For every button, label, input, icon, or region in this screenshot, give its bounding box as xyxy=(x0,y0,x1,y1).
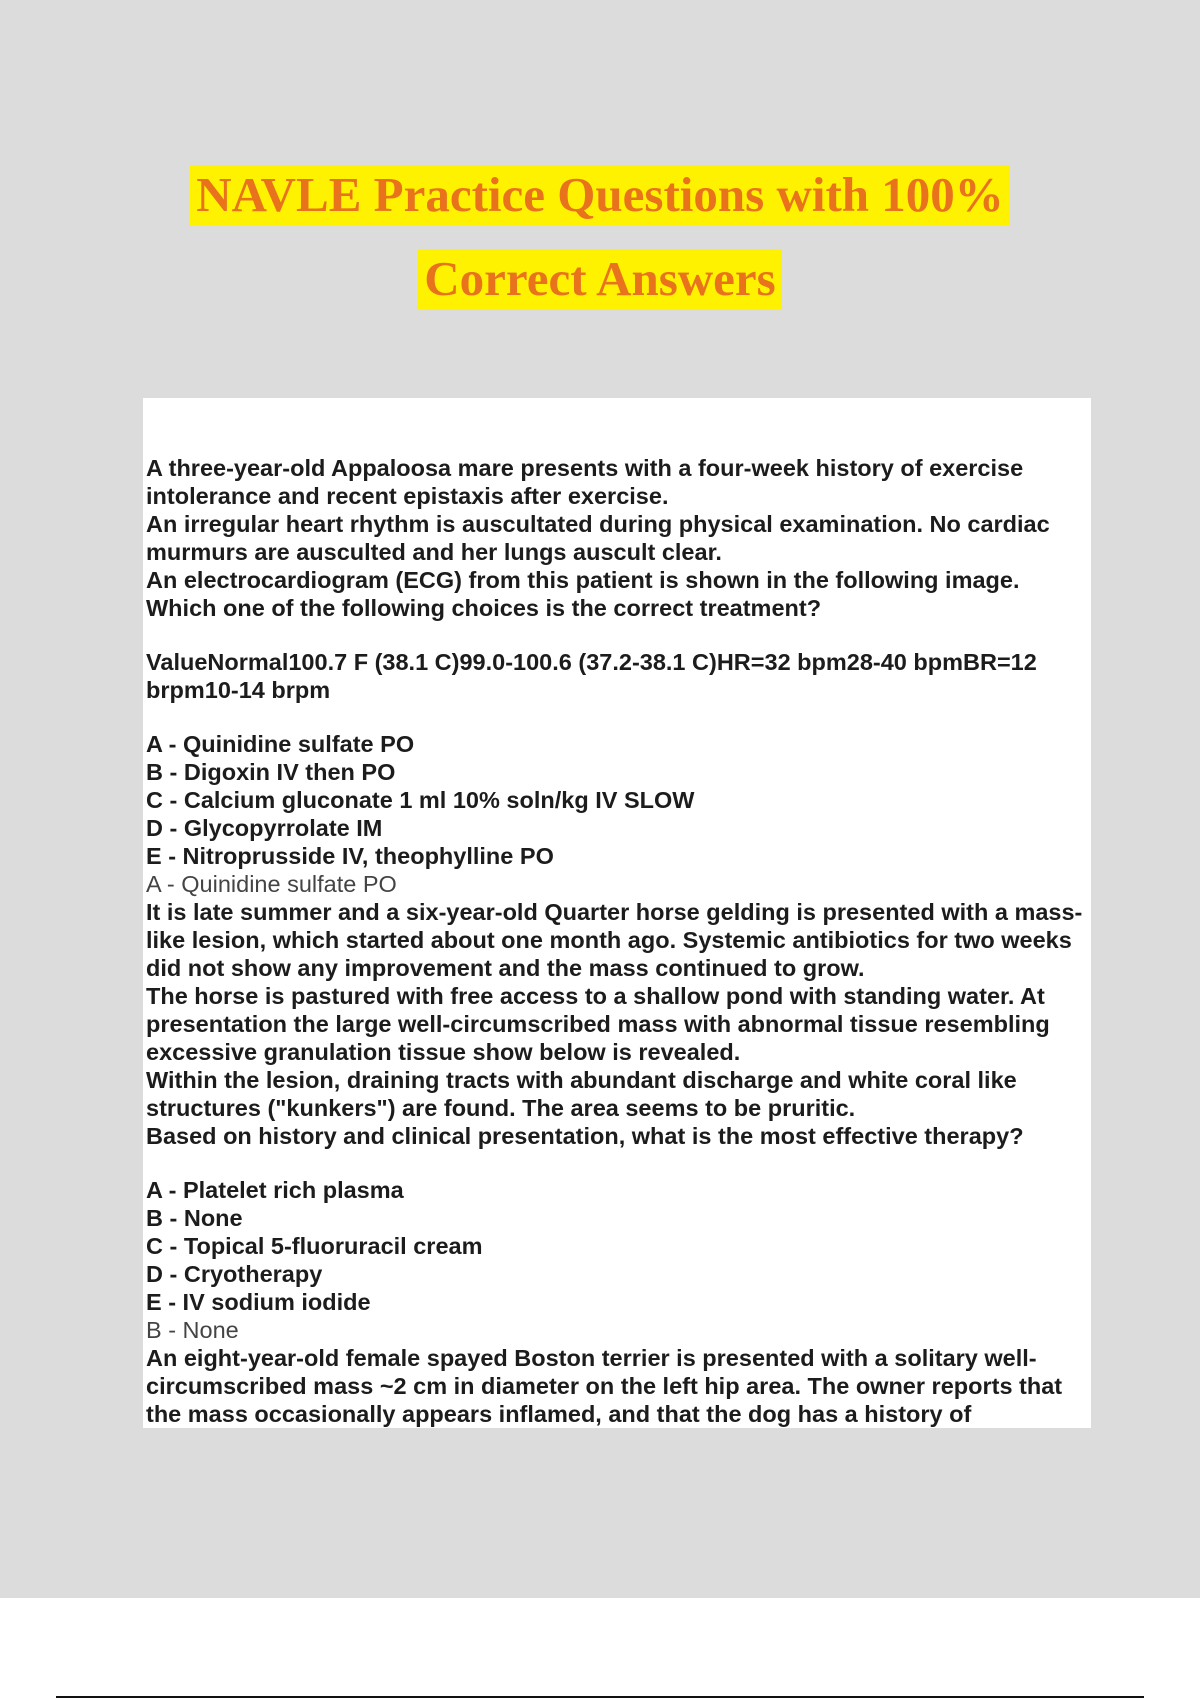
question-content-box xyxy=(143,398,1091,1428)
question-1-line: Which one of the following choices is the correct treatment? xyxy=(146,595,822,621)
question-2-option: D - Cryotherapy xyxy=(146,1261,323,1287)
question-1-option: B - Digoxin IV then PO xyxy=(146,759,396,785)
question-1-line: An irregular heart rhythm is auscultated during physical examination. No cardiac murmurs are ausculted and her lungs auscult clear. xyxy=(146,511,1050,565)
question-1-line: A three-year-old Appaloosa mare presents with a four-week history of exercise intolerance and recent epistaxis after exercise. xyxy=(146,455,1024,509)
question-1-option: C - Calcium gluconate 1 ml 10% soln/kg IV SLOW xyxy=(146,787,695,813)
footer-divider xyxy=(56,1696,1144,1698)
question-1-option: D - Glycopyrrolate IM xyxy=(146,815,383,841)
title-line-1: NAVLE Practice Questions with 100% xyxy=(0,166,1200,223)
question-2-line: It is late summer and a six-year-old Quarter horse gelding is presented with a mass-like lesion, which started about one month ago. Systemic antibiotics for two weeks did not show any improvement and the mass continued to grow. xyxy=(146,899,1083,981)
question-1-values: ValueNormal100.7 F (38.1 C)99.0-100.6 (37.2-38.1 C)HR=32 bpm28-40 bpmBR=12 brpm10-14 brpm xyxy=(146,649,1037,703)
question-2-line: Within the lesion, draining tracts with abundant discharge and white coral like structures ("kunkers") are found. The area seems to be pruritic. xyxy=(146,1067,1017,1121)
question-2-answer: B - None xyxy=(146,1317,239,1343)
question-1-line: An electrocardiogram (ECG) from this patient is shown in the following image. xyxy=(146,567,1020,593)
question-2-line: The horse is pastured with free access to a shallow pond with standing water. At presentation the large well-circumscribed mass with abnormal tissue resembling excessive granulation tissue show below is revealed. xyxy=(146,983,1050,1065)
question-3-line: An eight-year-old female spayed Boston terrier is presented with a solitary well-circumscribed mass ~2 cm in diameter on the left hip area. The owner reports that the mass occasionally appears inflamed, and that the dog has a history of xyxy=(146,1345,1063,1427)
question-2-line: Based on history and clinical presentation, what is the most effective therapy? xyxy=(146,1123,1024,1149)
title-line-2: Correct Answers xyxy=(0,250,1200,307)
question-1-option: A - Quinidine sulfate PO xyxy=(146,731,415,757)
question-text xyxy=(146,454,1086,1428)
question-2-option: B - None xyxy=(146,1205,243,1231)
question-2-option: C - Topical 5-fluoruracil cream xyxy=(146,1233,483,1259)
question-2-option: A - Platelet rich plasma xyxy=(146,1177,404,1203)
question-1-answer: A - Quinidine sulfate PO xyxy=(146,871,397,897)
question-2-option: E - IV sodium iodide xyxy=(146,1289,371,1315)
question-1-option: E - Nitroprusside IV, theophylline PO xyxy=(146,843,554,869)
